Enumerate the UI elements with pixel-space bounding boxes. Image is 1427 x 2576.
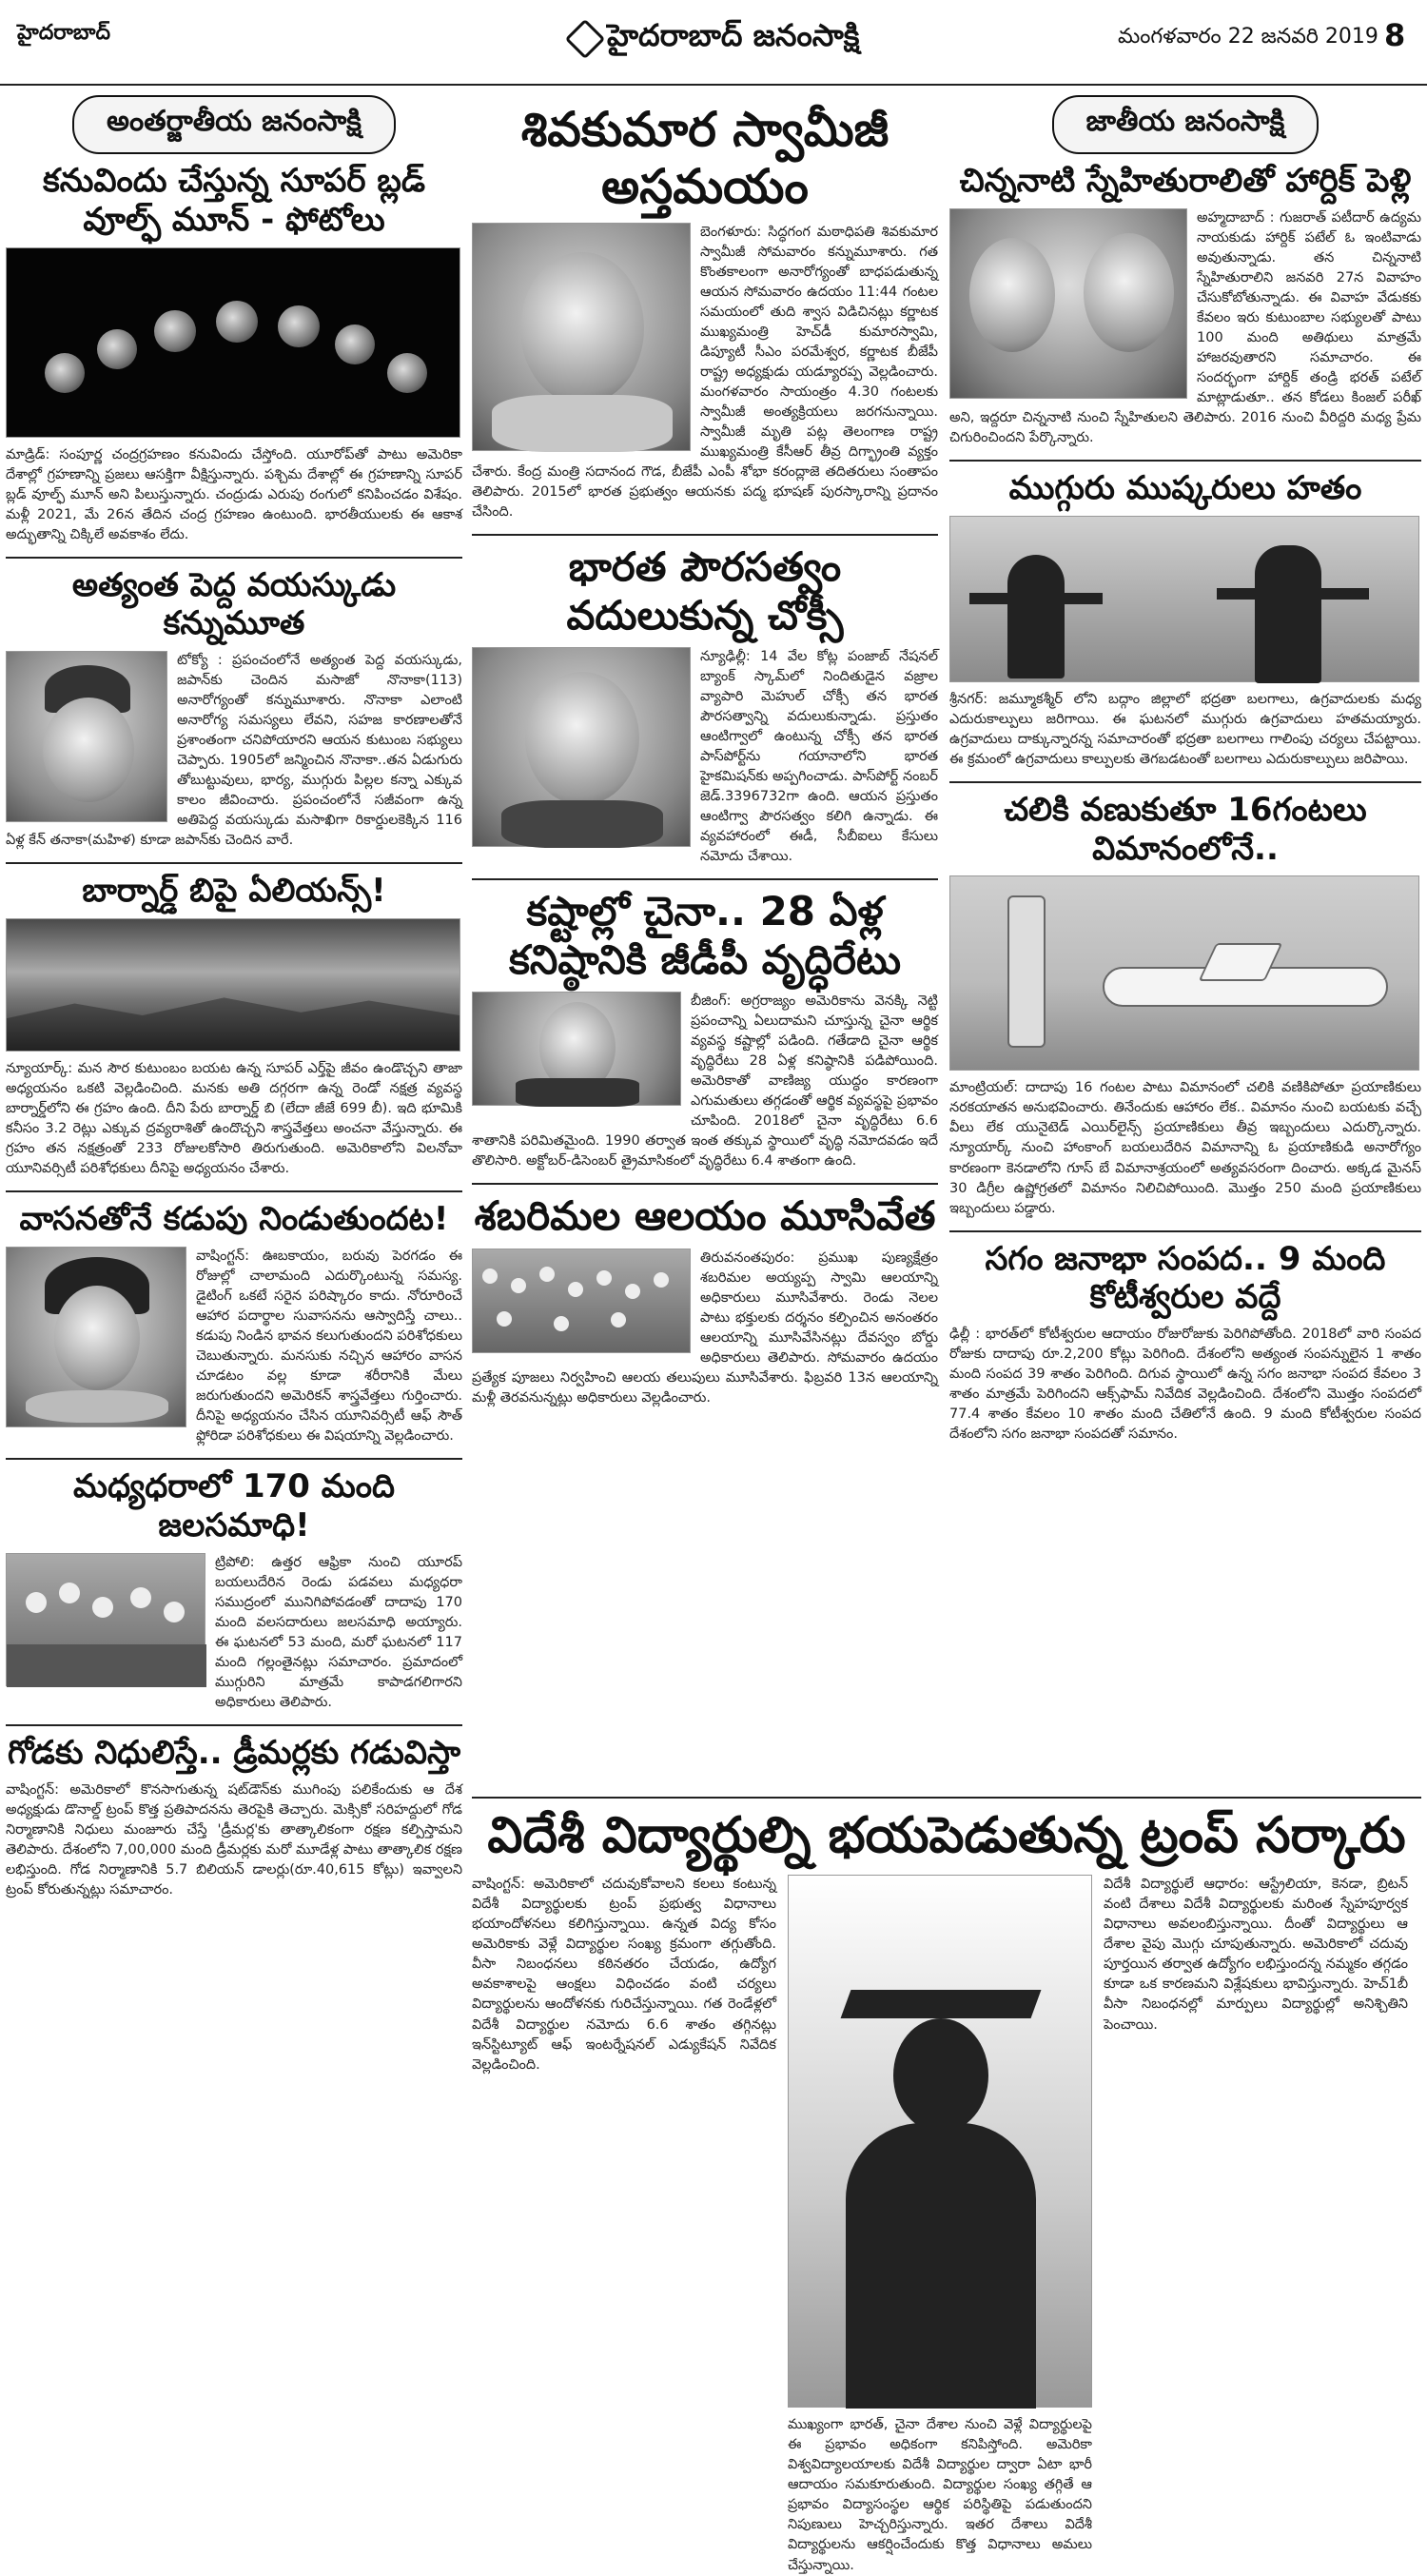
masthead-date: మంగళవారం 22 జనవరి 2019 [1118, 25, 1378, 49]
headline: విదేశీ విద్యార్థుల్ని భయపెడుతున్న ట్రంప్ సర్కారు [487, 1807, 1406, 1864]
paper-name: హైదరాబాద్ జనంసాక్షి [607, 17, 860, 53]
story-body: న్యూఢిల్లీ: 14 వేల కోట్ల పంజాబ్ నేషనల్ బ్యాంక్ స్కామ్‌లో నిందితుడైన వజ్రాల వ్యాపారి మెహుల్ చోక్సీ తన భారత పౌరసత్వాన్ని వదులుకున్నాడు. ప్రస్తుతం ఆంటిగ్వాలో ఉంటున్న చోక్సీ తన భారత పాస్‌పోర్ట్‌ను గయానాలోని భారత హైకమిషన్‌కు అప్పగించాడు. పాస్‌పోర్ట్ నంబర్ జెడ్.3396732గా ఉంది. ఆయన ప్రస్తుతం ఆంటిగ్వా పౌరసత్వం కలిగి ఉన్నాడు. ఈ వ్యవహారంలో ఈడీ, సీబీఐలు కేసులు నమోదు చేశాయి. [700, 649, 938, 865]
story-body: వాషింగ్టన్: ఊబకాయం, బరువు పెరగడం ఈ రోజుల్లో చాలామంది ఎదుర్కొంటున్న సమస్య. డైటింగ్ ఒకటే సరైన పరిష్కారం కాదు. నోరూరించే ఆహార పదార్థాల సువాసనను ఆస్వాదిస్తే చాలు.. కడుపు నిండిన భావన కలుగుతుందని పరిశోధకులు చెబుతున్నారు. మనసుకు నచ్చిన ఆహారం వాసన చూడటం వల్ల కూడా శరీరానికి మేలు జరుగుతుందని అమెరికన్ శాస్త్రవేత్తలు గుర్తించారు. దీనిపై అధ్యయనం చేసిన యూనివర్సిటీ ఆఫ్ సౌత్ ఫ్లోరిడా పరిశోధకులు ఈ విషయాన్ని వెల్లడించారు. [196, 1249, 462, 1445]
masthead-paper-title [571, 17, 859, 61]
story-trump-students [472, 1789, 1421, 2576]
headline: చిన్ననాటి స్నేహితురాలితో హార్దిక్ పెళ్లి [959, 162, 1412, 200]
story-shivakumara-swamiji [472, 101, 938, 522]
mehul-choksi-photo [472, 647, 691, 847]
story-body-col-3: విదేశీ విద్యార్థులే ఆధారం: ఆస్ట్రేలియా, కెనడా, బ్రిటన్ వంటి దేశాలు విదేశీ విద్యార్థులకు మరింత స్నేహపూర్వక విధానాలు అవలంబిస్తున్నాయి. దీంతో విద్యార్థులు ఆ దేశాల వైపు మొగ్గు చూపుతున్నారు. అమెరికాలో చదువు పూర్తయిన తర్వాత ఉద్యోగం లభిస్తుందన్న నమ్మకం తగ్గడం కూడా ఒక కారణమని విశ్లేషకులు భావిస్తున్నారు. హెచ్1బీ వీసా నిబంధనల్లో మార్పులు విద్యార్థుల్లో అనిశ్చితిని పెంచాయి. [1104, 1877, 1408, 2033]
story-body: బెంగళూరు: సిద్ధగంగ మఠాధిపతి శివకుమార స్వామీజీ సోమవారం కన్నుమూశారు. గత కొంతకాలంగా అనారోగ్యంతో బాధపడుతున్న ఆయన సోమవారం ఉదయం 11:44 గంటల సమయంలో తుది శ్వాస విడిచినట్లు కర్ణాటక ముఖ్యమంత్రి హెచ్‌డీ కుమారస్వామి, డిప్యూటీ సీఎం పరమేశ్వర, కర్ణాటక బీజేపీ రాష్ట్ర అధ్యక్షుడు యడ్యూరప్ప వెల్లడించారు. మంగళవారం సాయంత్రం 4.30 గంటలకు స్వామీజీ అంత్యక్రియలు జరగనున్నాయి. స్వామీజీ మృతి పట్ల తెలంగాణ రాష్ట్ర ముఖ్యమంత్రి కేసీఆర్ తీవ్ర దిగ్భ్రాంతి వ్యక్తం చేశారు. కేంద్ర మంత్రి సదానంద గౌడ, బీజేపీ ఎంపీ శోభా కరంద్లాజె తదితరులు సంతాపం తెలిపారు. 2015లో భారత ప్రభుత్వం ఆయనకు పద్మ భూషణ్ పురస్కారాన్ని ప్రదానం చేసింది. [472, 225, 938, 521]
story-china-gdp [472, 888, 938, 1171]
sabarimala-crowd-photo [472, 1249, 691, 1353]
hardik-couple-photo [949, 208, 1187, 399]
headline: బార్నార్డ్ బిపై ఏలియన్స్! [82, 872, 386, 911]
story-body: అహ్మదాబాద్ : గుజరాత్ పటీదార్ ఉద్యమ నాయకుడు హార్దిక్ పటేల్ ఓ ఇంటివాడు అవుతున్నాడు. తన చిన్ననాటి స్నేహితురాలిని జనవరి 27న వివాహం చేసుకోబోతున్నాడు. ఈ వివాహ వేడుకకు కేవలం ఇరు కుటుంబాల సభ్యులతో పాటు 100 మంది అతిథులు మాత్రమే హాజరవుతారని సమాచారం. ఈ సందర్భంగా హార్దిక్ తండ్రి భరత్ పటేల్ మాట్లాడుతూ.. తన కోడలు కింజల్ పరీఖ్ అని, ఇద్దరూ చిన్ననాటి నుంచి స్నేహితులని తెలిపారు. 2016 నుంచి వీరిద్దరి మధ్య ప్రేమ చిగురించిందని పేర్కొన్నారు. [949, 209, 1421, 445]
national-section [949, 95, 1421, 1456]
story-body: తిరువనంతపురం: ప్రముఖ పుణ్యక్షేత్రం శబరిమల అయ్యప్ప స్వామి ఆలయాన్ని అధికారులు మూసివేశారు. రెండు నెలల పాటు భక్తులకు దర్శనం కల్పించిన అనంతరం ఆలయాన్ని మూసివేసినట్లు దేవస్వం బోర్డు అధికారులు తెలిపారు. సోమవారం ఉదయం ప్రత్యేక పూజలు నిర్వహించి ఆలయ తలుపులు మూసివేశారు. ఫిబ్రవరి 13న ఆలయాన్ని మళ్లీ తెరవనున్నట్లు అధికారులు వెల్లడించారు. [472, 1249, 938, 1406]
story-plane-16hours [949, 791, 1421, 1219]
story-body: బీజింగ్: అగ్రరాజ్యం అమెరికాను వెనక్కి నెట్టి ప్రపంచాన్ని ఏలుదామని చూస్తున్న చైనా ఆర్థిక వ్యవస్థ కష్టాల్లో పడింది. గతేడాది చైనా ఆర్థిక వృద్ధిరేటు 28 ఏళ్ల కనిష్ఠానికి పడిపోయింది. అమెరికాతో వాణిజ్య యుద్ధం కారణంగా ఎగుమతులు తగ్గడంతో ఆర్థిక వ్యవస్థపై ప్రభావం చూపింది. 2018లో చైనా వృద్ధిరేటు 6.6 శాతానికి పరిమితమైంది. 1990 తర్వాత ఇంత తక్కువ స్థాయిలో వృద్ధి నమోదవడం ఇదే తొలిసారి. అక్టోబర్-డిసెంబర్ త్రైమాసికంలో వృద్ధిరేటు 6.4 శాతంగా ఉంది. [472, 993, 938, 1170]
story-body: టోక్యో : ప్రపంచంలోనే అత్యంత పెద్ద వయస్కుడు, జపాన్‌కు చెందిన మసాజో నొనాకా(113) అనారోగ్యంతో కన్నుమూశారు. నొనాకా ఎలాంటి అనారోగ్య సమస్యలు లేవని, సహజ కారణాలతోనే ప్రశాంతంగా చనిపోయారని ఆయన కుటుంబ సభ్యులు చెప్పారు. 1905లో జన్మించిన నొనాకా..తన ఏడుగురు తోబుట్టువులు, భార్య, ముగ్గురు పిల్లల కన్నా ఎక్కువ కాలం జీవించారు. ప్రపంచంలోనే సజీవంగా ఉన్న అతిపెద్ద వయస్కుడు మసాఖిగా రికార్డులకెక్కిన 116 ఏళ్ల కేన్ తనాకా(మహిళ) కూడా జపాన్‌కు చెందిన వారే. [6, 653, 462, 849]
story-body: ఢిల్లీ : భారత్‌లో కోటీశ్వరుల ఆదాయం రోజురోజుకు పెరిగిపోతోంది. 2018లో వారి సంపద రోజుకు దాదాపు రూ.2,200 కోట్లు పెరిగింది. దేశంలోని అత్యంత సంపన్నులైన 1 శాతం మంది సంపద 39 శాతం పెరిగింది. దిగువ స్థాయిలో ఉన్న సగం జనాభా సంపద కేవలం 3 శాతం మాత్రమే పెరిగిందని ఆక్స్‌ఫామ్ నివేదిక వెల్లడించింది. దేశంలోని మొత్తం సంపదలో 77.4 శాతం కేవలం 10 శాతం మంది చేతిలోనే ఉంది. 9 మంది కోటీశ్వరుల సంపద దేశంలోని సగం జనాభా సంపదతో సమానం. [949, 1327, 1421, 1443]
story-body: శ్రీనగర్: జమ్మూకశ్మీర్ లోని బద్గాం జిల్లాలో భద్రతా బలగాలు, ఉగ్రవాదులకు మధ్య ఎదురుకాల్పులు జరిగాయి. ఈ ఘటనలో ముగ్గురు ఉగ్రవాదులు హతమయ్యారు. ఉగ్రవాదులు దాక్కున్నారన్న సమాచారంతో భద్రతా బలగాలు గాలింపు చర్యలు చేపట్టాయి. ఈ క్రమంలో ఉగ్రవాదులు కాల్పులకు తెగబడటంతో బలగాలు ఎదురుకాల్పులు జరిపాయి. [949, 691, 1421, 767]
main-section [472, 95, 938, 1420]
section-tag-international: అంతర్జాతీయ జనంసాక్షి [72, 95, 396, 154]
graduate-silhouette-photo [788, 1875, 1092, 2408]
story-body: న్యూయార్క్: మన సౌర కుటుంబం బయట ఉన్న సూపర్ ఎర్త్‌పై జీవం ఉండొచ్చని తాజా అధ్యయనం ఒకటి వెల్లడించింది. మనకు అతి దగ్గరగా ఉన్న రెండో నక్షత్ర వ్యవస్థ బార్నార్డ్‌లోని ఈ గ్రహం ఉంది. దీని పేరు బార్నార్డ్ బి (లేదా జీజే 699 బీ). ఇది భూమికి కనీసం 3.2 రెట్లు ఎక్కువ ద్రవ్యరాశితో ఉందొచ్చని శాస్త్రవేత్తలు అంచనా వేస్తున్నారు. ఈ గ్రహం తన నక్షత్రంతో 233 రోజులకోసారి తిరుగుతుంది. అమెరికాలోని విలనోవా యూనివర్సిటీ పరిశోధకులు దీనిపై అధ్యయనం చేశారు. [6, 1061, 462, 1177]
migrant-boat-photo [6, 1553, 205, 1686]
story-body: మాడ్రిడ్: సంపూర్ణ చంద్రగ్రహణం కనువిందు చేస్తోంది. యూరోప్‌తో పాటు అమెరికా దేశాల్లో గ్రహణాన్ని ప్రజలు ఆసక్తిగా వీక్షిస్తున్నారు. పశ్చిమ దేశాల్లో ఈ గ్రహణాన్ని సూపర్ బ్లడ్ వూల్ఫ్ మూన్ అని పిలుస్తున్నారు. చంద్రుడు ఎరుపు రంగులో కనిపించడం విశేషం. మళ్లీ 2021, మే 26న తేదిన చంద్ర గ్రహణం ఉంటుంది. భారతీయులకు ఈ ఆకాశ అద్భుతాన్ని చిక్కిలే అవకాశం లేదు. [6, 446, 462, 542]
swamiji-photo [472, 223, 691, 451]
headline: కష్టాల్లో చైనా.. 28 ఏళ్ల కనిష్ఠానికి జీడీపీ వృద్ధిరేటు [509, 888, 901, 983]
nonaka-photo [6, 651, 167, 822]
story-sabarimala [472, 1192, 938, 1408]
story-wealth-inequality [949, 1240, 1421, 1445]
story-militants-killed [949, 469, 1421, 770]
story-mediterranean [6, 1467, 462, 1713]
story-oldest-man [6, 566, 462, 852]
headline: గోడకు నిధులిస్తే.. డ్రీమర్లకు గడువిస్తా [7, 1733, 461, 1772]
headline: ముగ్గురు ముష్కరులు హతం [1008, 468, 1362, 507]
page-number: 8 [1384, 17, 1406, 53]
story-body: ట్రిపోలి: ఉత్తర ఆఫ్రికా నుంచి యూరప్ బయలుదేరిన రెండు పడవలు మధ్యధరా సముద్రంలో మునిగిపోవడంతో దాదాపు 170 మంది వలసదారులు జలసమాధి అయ్యారు. ఈ ఘటనలో 53 మంది, మరో ఘటనలో 117 మంది గల్లంతైనట్లు సమాచారం. ప్రమాదంలో ముగ్గురిని మాత్రమే కాపాడగలిగారని అధికారులు తెలిపారు. [215, 1554, 462, 1710]
masthead-city: హైదరాబాద్ [17, 21, 110, 45]
headline: అత్యంత పెద్ద వయస్కుడు కన్నుమూత [71, 565, 397, 643]
story-body: వాషింగ్టన్: అమెరికాలో కొనసాగుతున్న షట్‌డౌన్‌కు ముగింపు పలికేందుకు ఆ దేశ అధ్యక్షుడు డొనాల్డ్ ట్రంప్ కొత్త ప్రతిపాదనను తెరపైకి తెచ్చారు. మెక్సికో సరిహద్దులో గోడ నిర్మాణానికి నిధులు మంజూరు చేస్తే 'డ్రీమర్ల'కు తాత్కాలికంగా రక్షణ కల్పిస్తామని తెలిపారు. దేశంలోని 7,00,000 మంది డ్రీమర్లకు మరో మూడేళ్ల పాటు తాత్కాలిక రక్షణ లభిస్తుంది. గోడ నిర్మాణానికి 5.7 బిలియన్ డాలర్లు(రూ.40,615 కోట్లు) ఇవ్వాలని ట్రంప్ కోరుతున్నట్లు సమాచారం. [6, 1781, 462, 1898]
stranded-plane-photo [949, 875, 1419, 1071]
story-choksi [472, 543, 938, 867]
headline: మధ్యధరాలో 170 మంది జలసమాధి! [72, 1467, 396, 1545]
headline: వాసనతోనే కడుపు నిండుతుందట! [19, 1200, 449, 1239]
international-section [6, 95, 462, 1912]
headline: శివకుమార స్వామీజీ అస్తమయం [520, 102, 889, 214]
headline: కనువిందు చేస్తున్న సూపర్ బ్లడ్ వూల్ఫ్ మూన్ - ఫోటోలు [42, 162, 426, 239]
headline: చలికి వణుకుతూ 16గంటలు విమానంలోనే.. [1004, 790, 1367, 868]
story-dreamers [6, 1734, 462, 1900]
story-body-col-1: వాషింగ్టన్: అమెరికాలో చదువుకోవాలని కలలు కంటున్న విదేశీ విద్యార్థులకు ట్రంప్ ప్రభుత్వ విధానాలు భయాందోళనలు కలిగిస్తున్నాయి. ఉన్నత విద్య కోసం అమెరికాకు వెళ్లే విద్యార్థుల సంఖ్య క్రమంగా తగ్గుతోంది. వీసా నిబంధనలు కఠినతరం చేయడం, ఉద్యోగ అవకాశాలపై ఆంక్షలు విధించడం వంటి చర్యలు విద్యార్థులను ఆందోళనకు గురిచేస్తున్నాయి. గత రెండేళ్లలో విదేశీ విద్యార్థుల నమోదు 6.6 శాతం తగ్గినట్లు ఇన్‌స్టిట్యూట్ ఆఫ్ ఇంటర్నేషనల్ ఎడ్యుకేషన్ నివేదిక వెల్లడించింది. [472, 1877, 776, 2073]
headline: శబరిమల ఆలయం మూసివేత [474, 1192, 936, 1240]
masthead [0, 0, 1427, 86]
xi-jinping-photo [472, 992, 681, 1106]
paper-logo-icon [565, 19, 605, 59]
story-blood-moon [6, 162, 462, 545]
headline: భారత పౌరసత్వం వదులుకున్న చోక్సీ [566, 543, 844, 639]
soldiers-photo [949, 516, 1419, 682]
blood-moon-photo [6, 247, 460, 438]
woman-smelling-food-photo [6, 1247, 186, 1427]
story-barnard-b [6, 872, 462, 1179]
story-smell-food [6, 1200, 462, 1446]
story-hardik-wedding [949, 162, 1421, 448]
headline: సగం జనాభా సంపద.. 9 మంది కోటీశ్వరుల వద్దే [985, 1239, 1386, 1317]
story-body-col-2: ముఖ్యంగా భారత్, చైనా దేశాల నుంచి వెళ్లే విద్యార్థులపై ఈ ప్రభావం అధికంగా కనిపిస్తోంది. అమెరికా విశ్వవిద్యాలయాలకు విదేశీ విద్యార్థుల ద్వారా ఏటా భారీ ఆదాయం సమకూరుతుంది. విద్యార్థుల సంఖ్య తగ్గితే ఆ ప్రభావం విద్యాసంస్థల ఆర్థిక పరిస్థితిపై పడుతుందని నిపుణులు హెచ్చరిస్తున్నారు. ఇతర దేశాలు విదేశీ విద్యార్థులను ఆకర్షించేందుకు కొత్త విధానాలు అమలు చేస్తున్నాయి. [788, 2417, 1092, 2573]
story-body: మాంట్రియల్: దాదాపు 16 గంటల పాటు విమానంలో చలికి వణికిపోతూ ప్రయాణికులు నరకయాతన అనుభవించారు. తినేందుకు ఆహారం లేక.. విమానం నుంచి బయటకు వచ్చే వీలు లేక యునైటెడ్ ఎయిర్‌లైన్స్ ప్రయాణికులు తీవ్ర ఇబ్బందులు ఎదుర్కొన్నారు. న్యూయార్క్ నుంచి హాంకాంగ్ బయలుదేరిన విమానాన్ని ఓ ప్రయాణికుడి అనారోగ్యం కారణంగా కెనడాలోని గూస్ బే విమానాశ్రయంలో అత్యవసరంగా దించారు. అక్కడ మైనస్ 30 డిగ్రీల ఉష్ణోగ్రతలో విమానం నిలిచిపోయింది. మొత్తం 250 మంది ప్రయాణికులు ఇబ్బందులు పడ్డారు. [949, 1080, 1421, 1216]
section-tag-national: జాతీయ జనంసాక్షి [1052, 95, 1319, 154]
story-image-col [788, 1875, 1092, 2575]
barnard-landscape-photo [6, 918, 460, 1052]
